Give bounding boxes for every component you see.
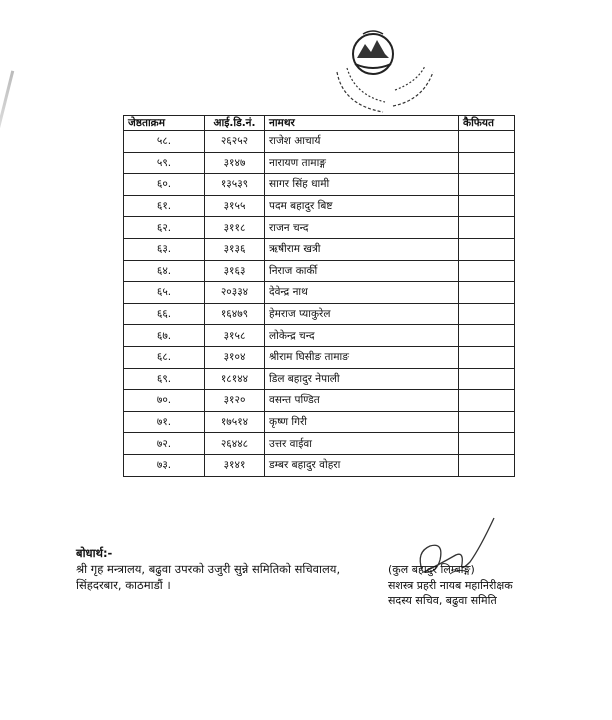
seniority-cell: ६६. [124,303,205,325]
official-seal [333,20,443,120]
name-cell: उत्तर वाईवा [265,433,459,455]
remarks-cell [459,346,515,368]
signatory-role: सदस्य सचिव, बढुवा समिति [388,594,497,607]
name-cell: नारायण तामाङ्ग [265,152,459,174]
table-row [124,217,515,239]
remarks-cell [459,131,515,153]
copy-to-section [76,545,340,593]
id-cell: ३१५५ [205,195,265,217]
seniority-cell: ६४. [124,260,205,282]
remarks-cell [459,152,515,174]
remarks-cell [459,454,515,476]
header-seniority: जेष्ठताक्रम [124,116,205,131]
copy-to-line-2: सिंहदरबार, काठमाडौं । [76,578,171,592]
copy-to-heading: बोधार्थ:- [76,546,113,560]
name-cell: सागर सिंह धामी [265,174,459,196]
seal-emblem-icon [353,31,393,74]
id-cell: २६४४८ [205,433,265,455]
table-header-row [124,116,515,131]
name-cell: ऋषीराम खत्री [265,238,459,260]
seniority-cell: ६८. [124,346,205,368]
id-cell: १८१४४ [205,368,265,390]
name-cell: लोकेन्द्र चन्द [265,325,459,347]
signatory-rank: सशस्त्र प्रहरी नायब महानिरीक्षक [388,578,513,592]
seniority-table [123,115,515,477]
remarks-cell [459,433,515,455]
id-cell: ३१६३ [205,260,265,282]
remarks-cell [459,217,515,239]
scan-edge-mark [0,71,14,130]
name-cell: श्रीराम घिसीङ तामाङ [265,346,459,368]
table-row [124,195,515,217]
id-cell: ३१५८ [205,325,265,347]
header-id-number: आई.डि.नं. [205,116,265,131]
remarks-cell [459,303,515,325]
seniority-cell: ६५. [124,282,205,304]
table-row [124,368,515,390]
name-cell: वसन्त पण्डित [265,390,459,412]
remarks-cell [459,390,515,412]
id-cell: ३१४१ [205,454,265,476]
name-cell: डम्बर बहादुर वोहरा [265,454,459,476]
seniority-cell: ६०. [124,174,205,196]
id-cell: १७५१४ [205,411,265,433]
table-row [124,411,515,433]
table-row [124,282,515,304]
table-row [124,174,515,196]
id-cell: २०३३४ [205,282,265,304]
seniority-cell: ७०. [124,390,205,412]
id-cell: ३१४७ [205,152,265,174]
seniority-cell: ६९. [124,368,205,390]
table-row [124,303,515,325]
header-name: नामथर [265,116,459,131]
signatory-block [388,562,513,609]
name-cell: हेमराज प्याकुरेल [265,303,459,325]
id-cell: ३१०४ [205,346,265,368]
id-cell: ३११८ [205,217,265,239]
table-row [124,454,515,476]
id-cell: १६४७९ [205,303,265,325]
seniority-cell: ७२. [124,433,205,455]
name-cell: राजन चन्द [265,217,459,239]
table-row [124,260,515,282]
id-cell: १३५३९ [205,174,265,196]
name-cell: राजेश आचार्य [265,131,459,153]
seniority-cell: ५९. [124,152,205,174]
table-row [124,152,515,174]
id-cell: २६२५२ [205,131,265,153]
remarks-cell [459,368,515,390]
header-remarks: कैफियत [459,116,515,131]
seniority-cell: ६१. [124,195,205,217]
remarks-cell [459,325,515,347]
table-row [124,238,515,260]
remarks-cell [459,195,515,217]
table-row [124,346,515,368]
name-cell: निराज कार्की [265,260,459,282]
remarks-cell [459,282,515,304]
table-row [124,325,515,347]
table-row [124,390,515,412]
seniority-cell: ६३. [124,238,205,260]
name-cell: कृष्ण गिरी [265,411,459,433]
name-cell: डिल बहादुर नेपाली [265,368,459,390]
copy-to-line-1: श्री गृह मन्त्रालय, बढुवा उपरको उजुरी सुन्ने समितिको सचिवालय, [76,562,341,576]
remarks-cell [459,260,515,282]
seal-ring-text-icon [337,66,433,112]
table-row [124,433,515,455]
table-row [124,131,515,153]
id-cell: ३१३६ [205,238,265,260]
seniority-cell: ५८. [124,131,205,153]
seniority-cell: ६७. [124,325,205,347]
id-cell: ३१२० [205,390,265,412]
seniority-cell: ६२. [124,217,205,239]
remarks-cell [459,174,515,196]
seniority-cell: ७१. [124,411,205,433]
remarks-cell [459,238,515,260]
remarks-cell [459,411,515,433]
name-cell: देवेन्द्र नाथ [265,282,459,304]
name-cell: पदम बहादुर बिष्ट [265,195,459,217]
signatory-name: (कुल बहादुर लिम्बाङ्ग) [388,563,475,576]
seniority-cell: ७३. [124,454,205,476]
